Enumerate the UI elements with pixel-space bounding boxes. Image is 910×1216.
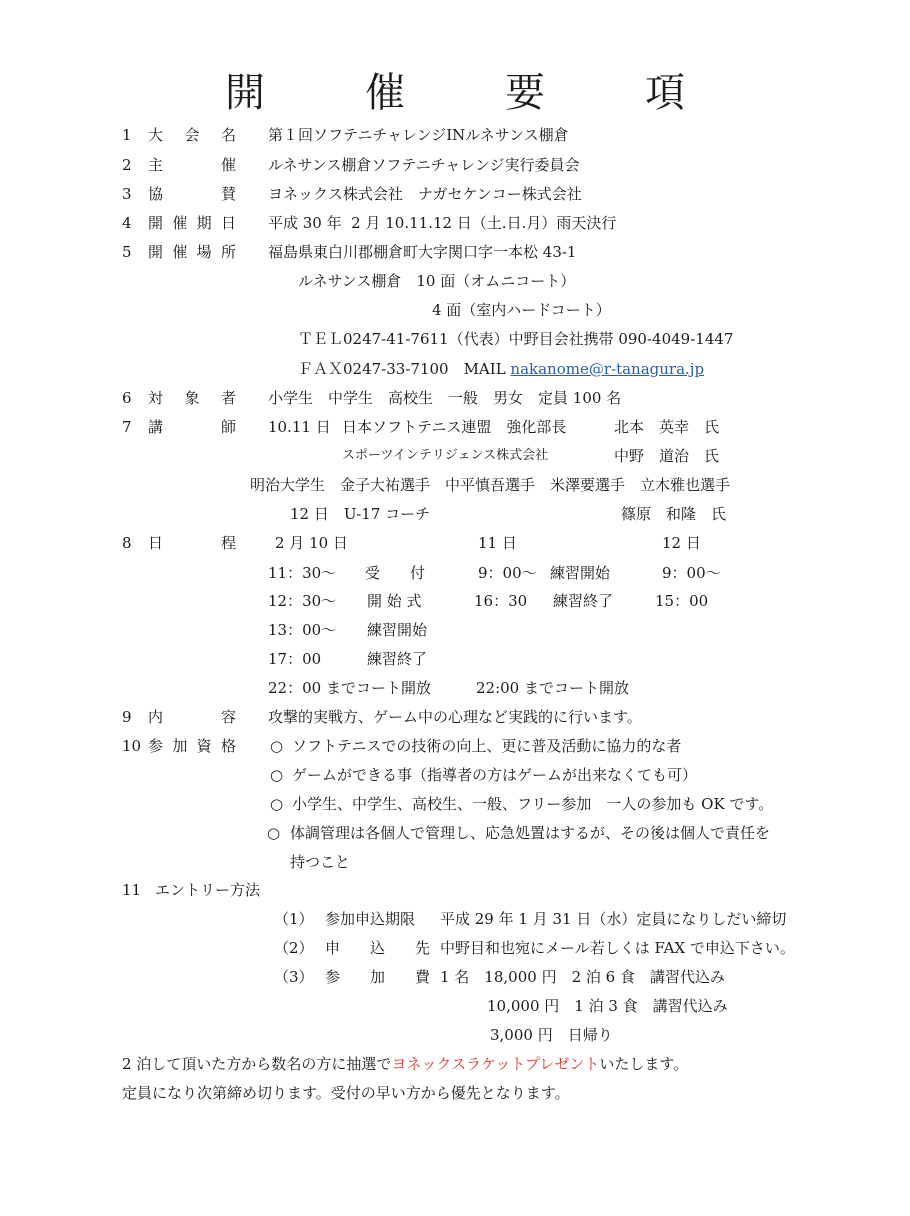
label-char: 容 [220, 708, 236, 726]
label-char: 程 [220, 534, 236, 552]
schedule-time: 11：30～ [268, 564, 337, 582]
label-char: 賛 [220, 185, 236, 203]
item-label: エントリー方法 [155, 881, 261, 899]
target-participants: 小学生 中学生 高校生 一般 男女 定員 100 名 [268, 389, 622, 407]
content-description: 攻撃的実戦方、ゲーム中の心理など実践的に行います。 [268, 708, 642, 726]
label-char: 加 [172, 737, 188, 755]
label-char: 者 [220, 389, 236, 407]
label-char: 対 [148, 389, 164, 407]
item-label [148, 533, 236, 553]
item-number: 5 [122, 243, 132, 261]
item-label [148, 388, 236, 408]
schedule-event: 練習終了 [553, 592, 614, 610]
circle-bullet-icon: ○ [270, 737, 284, 755]
item-label [148, 707, 236, 727]
item-number: 8 [122, 534, 132, 552]
venue-address: 福島県東白川郡棚倉町大字関口字一本松 43-1 [268, 243, 577, 261]
label-char: 協 [148, 185, 164, 203]
court-open-note: 22:00 までコート開放 [476, 679, 629, 697]
schedule-event: 練習開始 [367, 621, 428, 639]
schedule-event: 練習開始 [550, 564, 611, 582]
item-number: 7 [122, 418, 132, 436]
circle-bullet-icon: ○ [267, 824, 281, 842]
schedule-event: 受 付 [365, 564, 426, 582]
schedule-time: 15：00 [655, 592, 709, 610]
eligibility-point: 体調管理は各個人で管理し、応急処置はするが、その後は個人で責任を [290, 824, 771, 842]
item-label [148, 417, 236, 437]
item-label [148, 736, 236, 756]
circle-bullet-icon: ○ [270, 766, 284, 784]
label-char: 内 [148, 708, 164, 726]
instructor-day: 10.11 日 [268, 418, 331, 436]
label-char: 資 [196, 737, 212, 755]
item-number: 9 [122, 708, 132, 726]
fax-text: ＦＡＸ0247-33-7100 MAIL [298, 360, 511, 378]
item-label [148, 213, 236, 233]
eligibility-point-cont: 持つこと [290, 853, 351, 871]
item-number: 10 [122, 737, 142, 755]
label-char: 会 [184, 126, 200, 144]
label-char: 開 [148, 243, 164, 261]
item-label [148, 125, 236, 145]
instructor-org: スポーツインテリジェンス株式会社 [342, 448, 549, 463]
schedule-time: 16：30 [474, 592, 528, 610]
page-title: 開 催 要 項 [225, 70, 715, 116]
entry-deadline: 平成 29 年 1 月 31 日（水）定員になりしだい締切 [440, 910, 787, 928]
label-char: 主 [148, 156, 164, 174]
entry-number: （2） [274, 939, 314, 957]
venue-courts-indoor: 4 面（室内ハードコート） [432, 301, 611, 319]
label-char: 期 [196, 214, 212, 232]
item-label [148, 155, 236, 175]
email-link[interactable]: nakanome@r-tanagura.jp [510, 360, 705, 378]
instructor-org: 日本ソフトテニス連盟 強化部長 [342, 418, 567, 436]
label-char: 催 [172, 243, 188, 261]
venue-fax-mail [298, 359, 704, 379]
lottery-text: いたします。 [599, 1055, 689, 1073]
item-label [148, 242, 236, 262]
label-char: 日 [220, 214, 236, 232]
entry-number: （3） [274, 968, 314, 986]
entry-fee: 10,000 円 1 泊 3 食 講習代込み [487, 997, 728, 1015]
label-char: 日 [148, 534, 164, 552]
entry-label: 参加申込期限 [325, 910, 416, 928]
label-char: 参 [148, 737, 164, 755]
instructor-day: 12 日 U-17 コーチ [290, 505, 431, 523]
organizer: ルネサンス棚倉ソフテニチャレンジ実行委員会 [268, 156, 580, 174]
court-open-note: 22：00 までコート開放 [268, 679, 431, 697]
label-char: 催 [220, 156, 236, 174]
item-number: 11 [122, 881, 142, 899]
entry-number: （1） [274, 910, 314, 928]
venue-tel: ＴＥＬ0247-41-7611（代表）中野目会社携帯 090-4049-1447 [298, 330, 734, 348]
venue-courts-omni: ルネサンス棚倉 10 面（オムニコート） [298, 272, 576, 290]
entry-label: 申 込 先 [325, 939, 431, 957]
schedule-event: 練習終了 [367, 650, 428, 668]
schedule-event: 開 始 式 [367, 592, 422, 610]
eligibility-point: 小学生、中学生、高校生、一般、フリー参加 一人の参加も OK です。 [292, 795, 774, 813]
label-char: 開 [148, 214, 164, 232]
item-number: 3 [122, 185, 132, 203]
schedule-day: 11 日 [478, 534, 517, 552]
eligibility-point: ソフトテニスでの技術の向上、更に普及活動に協力的な者 [292, 737, 682, 755]
sponsors: ヨネックス株式会社 ナガセケンコー株式会社 [268, 185, 582, 203]
item-number: 1 [122, 126, 132, 144]
event-name: 第１回ソフテニチャレンジINルネサンス棚倉 [268, 126, 569, 144]
schedule-time: 17：00 [268, 650, 322, 668]
instructor-name: 篠原 和隆 氏 [621, 505, 727, 523]
schedule-day: 12 日 [662, 534, 701, 552]
label-char: 所 [220, 243, 236, 261]
entry-destination: 中野目和也宛にメール若しくは FAX で申込下さい。 [440, 939, 795, 957]
label-char: 講 [148, 418, 164, 436]
circle-bullet-icon: ○ [270, 795, 284, 813]
label-char: 大 [148, 126, 164, 144]
entry-fee: 1 名 18,000 円 2 泊 6 食 講習代込み [440, 968, 725, 986]
event-dates: 平成 30 年 2 月 10.11.12 日（土.日.月）雨天決行 [268, 214, 617, 232]
schedule-time: 9：00～ [662, 564, 721, 582]
eligibility-point: ゲームができる事（指導者の方はゲームが出来なくても可） [292, 766, 698, 784]
label-char: 師 [220, 418, 236, 436]
item-number: 4 [122, 214, 132, 232]
entry-fee: 3,000 円 日帰り [490, 1026, 613, 1044]
lottery-text: 2 泊して頂いた方から数名の方に抽選で [122, 1055, 392, 1073]
label-char: 名 [220, 126, 236, 144]
schedule-time: 9：00～ [478, 564, 537, 582]
label-char: 象 [184, 389, 200, 407]
racket-present-highlight: ヨネックスラケットプレゼント [391, 1055, 600, 1073]
student-players: 明治大学生 金子大祐選手 中平慎吾選手 米澤要選手 立木雅也選手 [250, 476, 731, 494]
item-number: 2 [122, 156, 132, 174]
item-number: 6 [122, 389, 132, 407]
instructor-name: 北本 英幸 氏 [614, 418, 720, 436]
schedule-time: 13：00～ [268, 621, 337, 639]
lottery-note [122, 1054, 688, 1074]
label-char: 催 [172, 214, 188, 232]
label-char: 場 [196, 243, 212, 261]
item-label [148, 184, 236, 204]
schedule-day: 2 月 10 日 [275, 534, 348, 552]
entry-label: 参 加 費 [325, 968, 431, 986]
instructor-name: 中野 道治 氏 [614, 447, 720, 465]
capacity-note: 定員になり次第締め切ります。受付の早い方から優先となります。 [122, 1084, 570, 1102]
schedule-time: 12：30～ [268, 592, 337, 610]
label-char: 格 [220, 737, 236, 755]
